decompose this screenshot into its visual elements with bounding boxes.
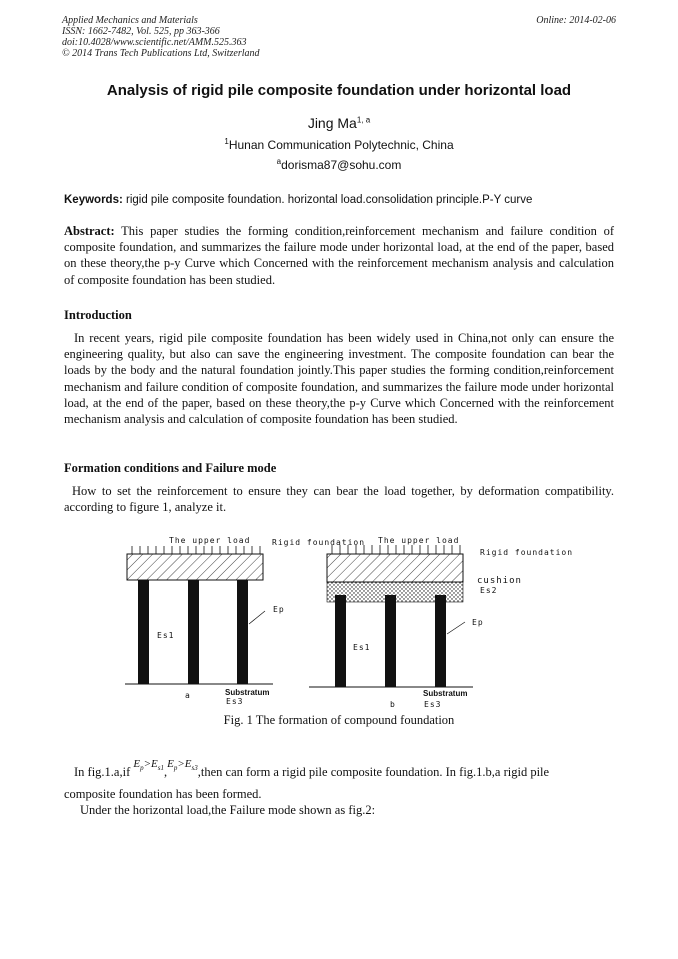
issn: ISSN: 1662-7482, Vol. 525, pp 363-366 bbox=[62, 26, 220, 37]
affiliation-line bbox=[0, 138, 678, 152]
condition-1 bbox=[133, 758, 164, 773]
upper-load-label-b: The upper load bbox=[378, 536, 460, 545]
keywords-label: Keywords: bbox=[64, 194, 123, 206]
ep-leader-a bbox=[249, 611, 265, 624]
rigid-foundation-block-a bbox=[127, 554, 263, 580]
cond2-rhs: E bbox=[184, 758, 192, 770]
author-line bbox=[0, 115, 678, 131]
abstract-label: Abstract: bbox=[64, 224, 115, 238]
affiliation-sup: 1 bbox=[224, 137, 229, 146]
es1-label-b: Es1 bbox=[353, 643, 371, 652]
keywords bbox=[64, 194, 532, 206]
load-arrows-a bbox=[132, 546, 260, 554]
intro-heading: Introduction bbox=[64, 308, 132, 322]
cond2-op: > bbox=[177, 758, 185, 770]
header-meta bbox=[62, 15, 260, 59]
es3-label-a: Es3 bbox=[226, 697, 244, 706]
panel-label-a: a bbox=[185, 691, 191, 700]
intro-paragraph: In recent years, rigid pile composite foundation has been widely used in China,not only can ensure the engineering quality, but also can save the engineering investment. The composite foundation can bear the loads by the body and the natural foundation jointly.This paper studies the forming condition,reinforcement mechanism and failure condition of composite foundation, and summarizes the failure mode under horizontal load, at the end of the paper, based on these theory,the p-y Curve which Concerned with the reinforcement mechanism analysis and calculation of composite foundation has been studied. bbox=[64, 331, 614, 427]
email-line bbox=[0, 158, 678, 172]
doi: doi:10.4028/www.scientific.net/AMM.525.363 bbox=[62, 37, 247, 48]
figure-caption: Fig. 1 The formation of compound foundation bbox=[223, 713, 455, 727]
online-date: Online: 2014-02-06 bbox=[536, 15, 616, 26]
substratum-label-a: Substratum bbox=[225, 688, 270, 697]
es2-label-b: Es2 bbox=[480, 586, 498, 595]
closing-line-2: composite foundation has been formed. bbox=[64, 787, 262, 801]
keywords-text: rigid pile composite foundation. horizontal load.consolidation principle.P-Y curve bbox=[122, 194, 533, 206]
author-name: Jing Ma bbox=[307, 115, 357, 131]
panel-label-b: b bbox=[390, 700, 396, 709]
pile-b-3 bbox=[435, 595, 446, 687]
es1-label-a: Es1 bbox=[157, 631, 175, 640]
abstract-text: This paper studies the forming condition,reinforcement mechanism and failure condition of composite foundation, and summarizes the failure mode under horizontal load, at the end of the paper, based on these theory,the p-y Curve which Concerned with the reinforcement mechanism analysis and calculation of composite foundation has been studied. bbox=[64, 224, 614, 287]
closing-suffix: ,then can form a rigid pile composite foundation. In fig.1.b,a rigid pile bbox=[197, 765, 550, 779]
pile-a-1 bbox=[138, 580, 149, 684]
cond1-op: > bbox=[143, 758, 152, 770]
ep-label-b: Ep bbox=[472, 618, 484, 627]
paper-title: Analysis of rigid pile composite foundation under horizontal load bbox=[106, 82, 572, 99]
pile-b-1 bbox=[335, 595, 346, 687]
closing-line-3: Under the horizontal load,the Failure mode shown as fig.2: bbox=[80, 803, 376, 817]
pile-a-2 bbox=[188, 580, 199, 684]
copyright: © 2014 Trans Tech Publications Ltd, Switzerland bbox=[62, 48, 260, 59]
rigid-foundation-label-b: Rigid foundation bbox=[480, 548, 574, 557]
cond1-rhs: E bbox=[151, 758, 158, 770]
cond-separator: , bbox=[164, 765, 168, 779]
pile-b-2 bbox=[385, 595, 396, 687]
es3-label-b: Es3 bbox=[424, 700, 442, 709]
closing-prefix: In fig.1.a,if bbox=[74, 765, 134, 779]
substratum-label-b: Substratum bbox=[423, 689, 468, 698]
upper-load-label-a: The upper load bbox=[169, 536, 251, 545]
author-sup: 1, a bbox=[356, 115, 371, 125]
figure-panel-b bbox=[309, 536, 573, 709]
rigid-foundation-label-a: Rigid foundation bbox=[272, 538, 366, 547]
email-sup: a bbox=[276, 157, 282, 166]
cond2-lhs: E bbox=[167, 758, 174, 770]
condition-2 bbox=[167, 758, 198, 773]
affiliation: Hunan Communication Polytechnic, China bbox=[228, 138, 454, 152]
cond1-lhs-sub: p bbox=[140, 764, 144, 773]
cond2-lhs-sub: p bbox=[173, 764, 178, 773]
ep-leader-b bbox=[447, 622, 465, 634]
formation-heading: Formation conditions and Failure mode bbox=[64, 461, 277, 475]
pile-a-3 bbox=[237, 580, 248, 684]
cond1-lhs: E bbox=[133, 758, 141, 770]
journal-name: Applied Mechanics and Materials bbox=[62, 15, 198, 26]
cushion-label: cushion bbox=[477, 576, 522, 586]
cond1-rhs-sub: s1 bbox=[157, 764, 164, 773]
ep-label-a: Ep bbox=[273, 605, 285, 614]
closing-line-1 bbox=[64, 758, 624, 786]
abstract bbox=[64, 223, 614, 288]
cond2-rhs-sub: s3 bbox=[191, 764, 198, 773]
figure-1 bbox=[125, 532, 575, 712]
email: dorisma87@sohu.com bbox=[281, 158, 402, 172]
rigid-foundation-block-b bbox=[327, 554, 463, 582]
formation-paragraph: How to set the reinforcement to ensure they can bear the load together, by deformation compatibility. according to figure 1, analyze it. bbox=[64, 484, 614, 515]
